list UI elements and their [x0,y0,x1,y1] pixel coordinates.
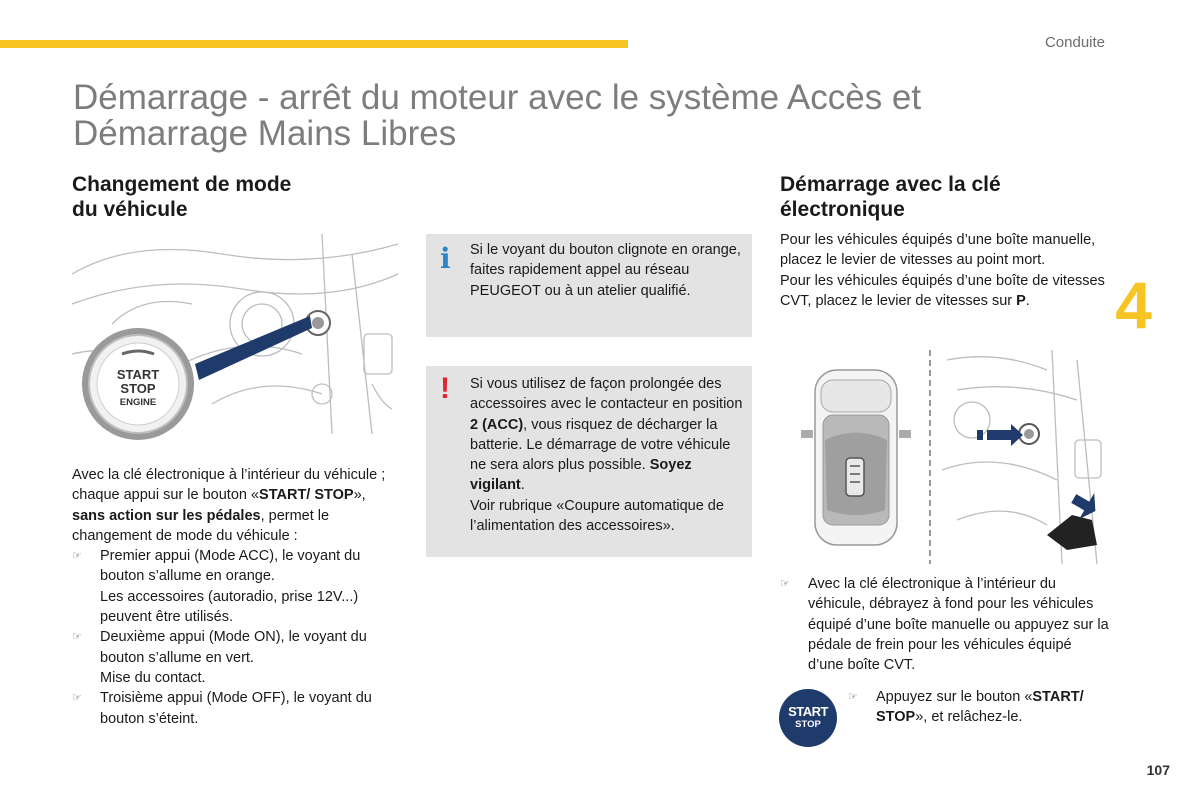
warning-see-section: Voir rubrique «Coupure automatique de l’alimentation des accessoires». [470,497,724,535]
pointing-hand-icon: ☞ [72,631,82,644]
right-paragraph-manual: Pour les véhicules équipés d’une boîte manuelle, placez le levier de vitesses au point mort. [780,232,1096,269]
start-label: START [788,704,828,719]
pointing-hand-icon: ☞ [780,578,790,590]
right-paragraph-cvt [780,271,1110,312]
page-number: 107 [1146,762,1170,778]
left-heading-line1: Changement de mode [72,173,292,196]
stop-label: STOP [795,719,821,730]
intro-bold-start-stop: START/ STOP [259,487,354,504]
warning-exclamation-icon: ! [440,372,450,405]
press-bold-start-stop: START/ STOP [876,689,1084,726]
right-steps [780,574,1110,675]
car-key-detection-illustration [797,350,1107,564]
press-text-2: », et relâchez-le. [915,709,1023,726]
list-item [780,574,1110,675]
step-1-detail: Les accessoires (autoradio, prise 12V...) peuvent être utilisés. [100,588,359,626]
button-label-start: START [116,367,160,382]
press-text-1: Appuyez sur le bouton « [876,689,1033,705]
list-item [72,627,398,688]
section-label: Conduite [1044,34,1105,51]
list-item [848,687,1108,728]
mode-steps-list [72,546,398,729]
intro-text-3: , permet le changement de mode du véhicule : [72,507,330,544]
press-button-list [848,687,1108,728]
step-2-text: Deuxième appui (Mode ON), le voyant du bouton s’allume en vert. [100,629,367,666]
pointing-hand-icon: ☞ [72,692,82,705]
button-label-engine: ENGINE [119,397,157,408]
press-button-step [848,687,1108,728]
dashboard-line-drawing [72,234,398,446]
info-notice-box [426,234,752,337]
warning-notice-text [470,374,744,536]
cvt-text-1: Pour les véhicules équipés d’une boîte de vitesses CVT, placez le levier de vitesses sur [780,272,1105,309]
step-clutch-brake-text: Avec la clé électronique à l’intérieur du véhicule, débrayez à fond pour les véhicules équipé d’une boîte manuelle ou appuyez sur la pédale de frein pour les véhicules équipé d’une boîte CVT. [808,576,1109,674]
page-title: Démarrage - arrêt du moteur avec le système Accès et Démarrage Mains Libres [73,78,922,153]
step-3-text: Troisième appui (Mode OFF), le voyant du bouton s’éteint. [100,690,372,727]
list-item [72,688,398,729]
header-accent-bar [0,40,628,48]
car-and-pedal-drawing [797,350,1107,564]
intro-text-2: », [353,487,366,504]
warning-bold-acc: 2 (ACC) [470,416,524,433]
left-heading [72,172,291,222]
left-heading-line2: du véhicule [72,198,188,221]
info-icon: i [440,242,451,275]
start-button-dashboard-illustration [72,234,398,446]
step-1-text: Premier appui (Mode ACC), le voyant du bouton s’allume en orange. [100,548,361,585]
start-steps-list [780,574,1110,675]
list-item [72,546,398,627]
right-heading-line2: électronique [780,198,905,221]
right-intro [780,230,1110,311]
intro-bold-no-pedals: sans action sur les pédales [72,507,261,524]
start-stop-button-icon [779,689,837,747]
warning-text-2: , vous risquez de décharger la batterie. Le démarrage de votre véhicule ne sera alors plus possible. [470,416,731,474]
intro-text-1: Avec la clé électronique à l’intérieur du véhicule ; chaque appui sur le bouton « [72,467,386,504]
right-heading-line1: Démarrage avec la clé [780,173,1001,196]
chapter-number: 4 [1115,268,1152,342]
button-label-stop: STOP [120,381,156,396]
warning-text-3: . [520,477,525,494]
start-stop-engine-label [98,368,178,410]
left-body [72,465,398,729]
info-notice-text: Si le voyant du bouton clignote en orange, faites rapidement appel au réseau PEUGEOT ou à un atelier qualifié. [470,242,741,299]
step-2-detail: Mise du contact. [100,669,206,686]
right-heading [780,172,1001,222]
warning-text-1: Si vous utilisez de façon prolongée des accessoires avec le contacteur en position [470,376,743,413]
warning-notice-box [426,366,752,557]
pointing-hand-icon: ☞ [72,550,82,563]
cvt-text-2: . [1025,292,1030,309]
cvt-bold-p: P [1016,292,1026,309]
warning-bold-vigilant: Soyez vigilant [470,457,692,494]
left-intro-paragraph [72,465,398,546]
pointing-hand-icon: ☞ [848,691,858,703]
